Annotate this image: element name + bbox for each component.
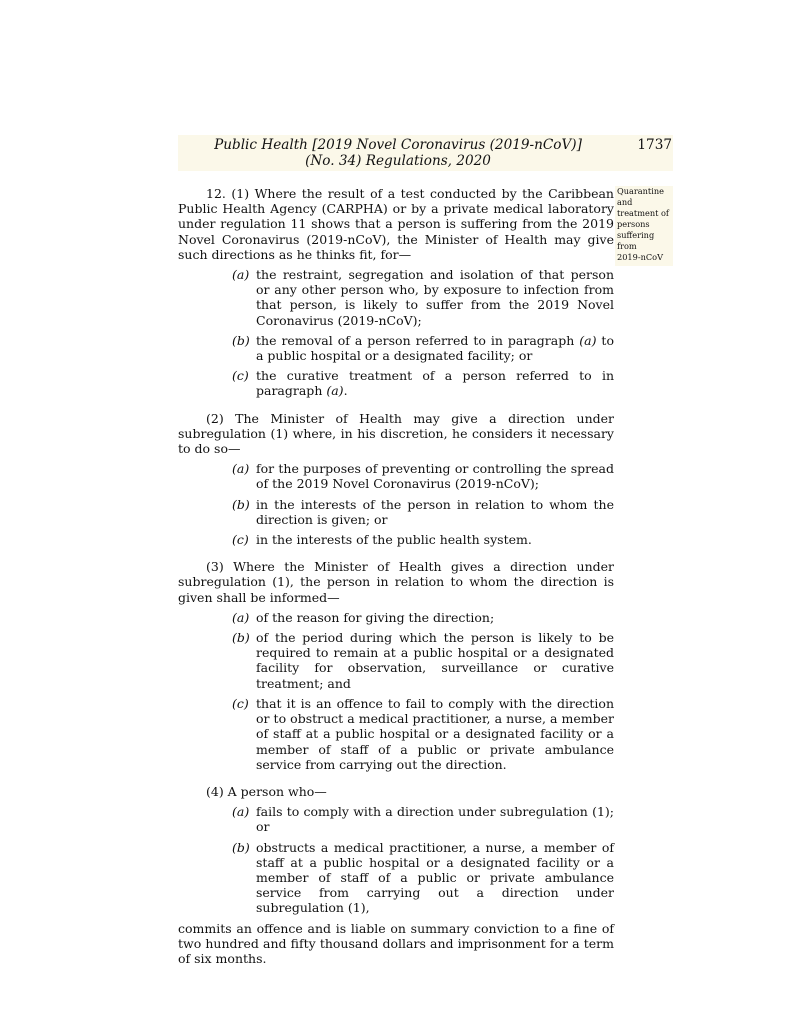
marginal-note-line: treatment of [617,208,669,218]
paragraph-text: that it is an offence to fail to comply with the direction or to obstruct a medical practitioner, a nurse, a member of staff at a public hospital or a designated facility or a member of staff of a public or private ambulance service from carrying out the direction. [256,695,614,772]
paragraph-item [232,630,614,691]
paragraph-text: in the interests of the person in relation to whom the direction is given; or [256,496,614,527]
paragraph-reference: (a) [326,383,344,399]
paragraph-text: in the interests of the public health system. [256,532,532,548]
marginal-note-line: and [617,197,633,207]
running-header-title [178,137,618,169]
subregulation-2: (2) The Minister of Health may give a direction under subregulation (1) where, in his discretion, he considers it necessary to do so— [178,410,614,457]
paragraph-letter: (c) [232,695,249,711]
subregulation-2-paragraphs [178,461,614,547]
paragraph-text-part: the curative treatment of a person referred to in paragraph [256,368,614,399]
paragraph-letter: (b) [232,630,250,646]
paragraph-reference: (a) [579,332,597,348]
paragraph-item [232,267,614,328]
marginal-note-line: Quarantine [617,186,664,196]
marginal-note-line: persons [617,219,650,229]
subregulation-1-paragraphs [178,267,614,399]
paragraph-text-part: the removal of a person referred to in paragraph [256,332,580,348]
paragraph-text [256,333,614,363]
paragraph-letter: (a) [232,609,250,625]
subregulation-3-paragraphs [178,610,614,772]
paragraph-item [232,610,614,625]
paragraph-item [232,461,614,491]
paragraph-letter: (a) [232,461,250,477]
paragraph-item [232,333,614,363]
paragraph-text: of the reason for giving the direction; [256,609,495,625]
paragraph-item [232,497,614,527]
paragraph-text-part: . [343,383,348,399]
header-title-line-1: Public Health [2019 Novel Coronavirus (2019-nCoV)] [214,137,582,153]
paragraph-letter: (a) [232,804,250,820]
paragraph-text: fails to comply with a direction under subregulation (1); or [256,804,614,835]
subregulation-1: 12. (1) Where the result of a test conducted by the Caribbean Public Health Agency (CARPHA) or by a private medical laboratory under regulation 11 shows that a person is suffering from the 2019 Novel Coronavirus (2019-nCoV), the Minister of Health may give such directions as he thinks fit, for— [178,186,614,262]
paragraph-text [256,368,614,398]
penalty-clause: commits an offence and is liable on summary conviction to a fine of two hundred and fifty thousand dollars and imprisonment for a term of six months. [178,920,614,966]
paragraph-text: for the purposes of preventing or controlling the spread of the 2019 Novel Coronavirus (2019-nCoV); [256,461,614,492]
subregulation-4-paragraphs [178,804,614,915]
marginal-note [615,186,673,266]
marginal-note-line: 2019-nCoV [617,252,663,262]
paragraph-letter: (b) [232,332,250,348]
header-title-line-2: (No. 34) Regulations, 2020 [305,153,491,169]
paragraph-text: obstructs a medical practitioner, a nurse, a member of staff at a public hospital or a designated facility or a member of staff of a public or private ambulance service from carrying out a direction under subregulation (1), [256,839,614,916]
regulation-12-body [178,186,614,966]
paragraph-letter: (b) [232,496,250,512]
marginal-note-line: suffering [617,230,655,240]
page-number: 1737 [637,137,672,153]
paragraph-item [232,804,614,834]
paragraph-letter: (a) [232,267,250,283]
paragraph-text: of the period during which the person is likely to be required to remain at a public hospital or a designated facility for observation, surveillance or curative treatment; and [256,630,614,691]
paragraph-text: the restraint, segregation and isolation of that person or any other person who, by exposure to infection from that person, is likely to suffer from the 2019 Novel Coronavirus (2019-nCoV); [256,267,614,328]
paragraph-letter: (c) [232,532,249,548]
paragraph-letter: (b) [232,839,250,855]
paragraph-item [232,368,614,398]
paragraph-letter: (c) [232,368,249,384]
paragraph-item [232,532,614,547]
paragraph-item [232,696,614,772]
subregulation-4: (4) A person who— [206,783,327,799]
paragraph-text-part: to a public hospital or a designated facility; or [256,332,614,364]
paragraph-item [232,840,614,916]
marginal-note-line: from [617,241,637,251]
subregulation-3: (3) Where the Minister of Health gives a direction under subregulation (1), the person in relation to whom the direction is given shall be informed— [178,559,614,605]
